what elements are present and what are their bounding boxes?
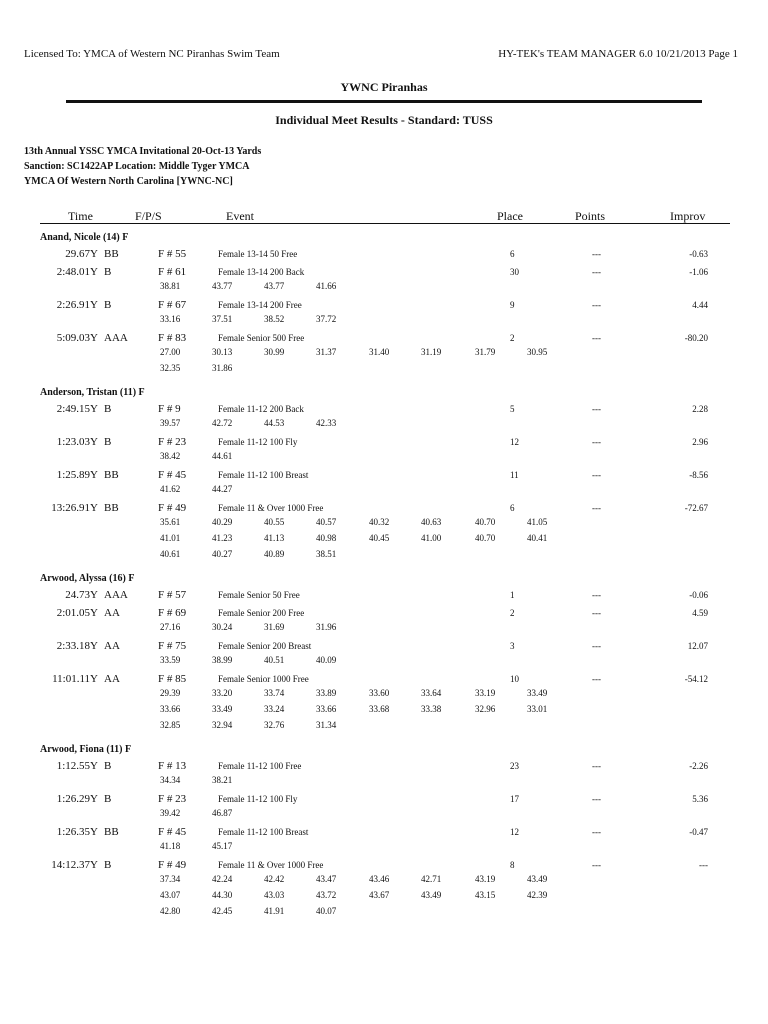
split-time: 40.09 <box>316 655 337 665</box>
swim-fps: F # 55 <box>158 248 187 260</box>
split-time: 42.72 <box>212 418 233 428</box>
split-time: 43.67 <box>369 890 390 900</box>
improvement: -54.12 <box>684 674 708 684</box>
split-time: 30.95 <box>527 347 548 357</box>
split-time: 31.69 <box>264 622 285 632</box>
split-time: 33.66 <box>160 704 181 714</box>
team-title: YWNC Piranhas <box>340 80 428 94</box>
time-standard: B <box>104 299 112 311</box>
split-time: 38.42 <box>160 451 181 461</box>
split-time: 31.34 <box>316 720 337 730</box>
split-time: 38.52 <box>264 314 285 324</box>
split-time: 43.72 <box>316 890 337 900</box>
time-standard: B <box>104 760 112 772</box>
split-time: 38.99 <box>212 655 233 665</box>
split-time: 27.00 <box>160 347 181 357</box>
split-time: 43.15 <box>475 890 496 900</box>
place: 23 <box>510 761 519 771</box>
split-time: 29.39 <box>160 688 181 698</box>
swim-fps: F # 45 <box>158 826 187 838</box>
split-time: 32.85 <box>160 720 181 730</box>
improvement: -72.67 <box>684 503 708 513</box>
split-time: 43.49 <box>527 874 548 884</box>
swim-fps: F # 13 <box>158 760 187 772</box>
split-time: 42.45 <box>212 906 233 916</box>
split-time: 41.66 <box>316 281 337 291</box>
improvement: -0.63 <box>689 249 708 259</box>
split-time: 43.46 <box>369 874 390 884</box>
swim-fps: F # 9 <box>158 403 181 415</box>
split-time: 40.41 <box>527 533 548 543</box>
split-time: 38.81 <box>160 281 181 291</box>
split-time: 33.49 <box>527 688 548 698</box>
meet-info-line1: 13th Annual YSSC YMCA Invitational 20-Oct-13 Yards <box>24 146 262 157</box>
swim-fps: F # 67 <box>158 299 187 311</box>
time-standard: B <box>104 793 112 805</box>
split-time: 32.76 <box>264 720 285 730</box>
swim-time: 29.67Y <box>65 248 98 260</box>
time-standard: BB <box>104 248 119 260</box>
improvement: 2.96 <box>692 437 708 447</box>
event-name: Female Senior 50 Free <box>218 590 300 600</box>
swim-time: 5:09.03Y <box>56 332 98 344</box>
time-standard: B <box>104 266 112 278</box>
place: 2 <box>510 608 515 618</box>
time-standard: BB <box>104 826 119 838</box>
swimmer-name: Arwood, Alyssa (16) F <box>40 573 135 584</box>
split-time: 41.13 <box>264 533 285 543</box>
improvement: -8.56 <box>689 470 708 480</box>
event-name: Female 11-12 100 Free <box>218 761 302 771</box>
split-time: 43.77 <box>212 281 233 291</box>
split-time: 43.47 <box>316 874 337 884</box>
split-time: 33.74 <box>264 688 285 698</box>
swim-time: 1:23.03Y <box>56 436 98 448</box>
split-time: 31.40 <box>369 347 390 357</box>
points: --- <box>592 608 601 618</box>
split-time: 33.20 <box>212 688 233 698</box>
split-time: 40.45 <box>369 533 390 543</box>
split-time: 44.30 <box>212 890 233 900</box>
split-time: 33.66 <box>316 704 337 714</box>
split-time: 43.03 <box>264 890 285 900</box>
split-time: 33.19 <box>475 688 496 698</box>
split-time: 40.63 <box>421 517 442 527</box>
time-standard: AAA <box>104 589 128 601</box>
improvement: 5.36 <box>692 794 708 804</box>
points: --- <box>592 300 601 310</box>
split-time: 43.19 <box>475 874 496 884</box>
split-time: 34.34 <box>160 775 181 785</box>
col-header-points: Points <box>575 209 606 223</box>
swim-fps: F # 75 <box>158 640 187 652</box>
split-time: 33.59 <box>160 655 181 665</box>
swim-time: 1:26.35Y <box>56 826 98 838</box>
license-text: Licensed To: YMCA of Western NC Piranhas Swim Team <box>24 48 280 60</box>
event-name: Female 11 & Over 1000 Free <box>218 503 324 513</box>
split-time: 40.98 <box>316 533 337 543</box>
swim-time: 2:48.01Y <box>56 266 98 278</box>
split-time: 40.70 <box>475 517 496 527</box>
split-time: 42.33 <box>316 418 337 428</box>
swim-fps: F # 49 <box>158 859 187 871</box>
time-standard: AA <box>104 640 120 652</box>
swim-time: 13:26.91Y <box>51 502 98 514</box>
place: 30 <box>510 267 519 277</box>
col-header-time: Time <box>68 209 93 223</box>
place: 6 <box>510 503 515 513</box>
split-time: 43.77 <box>264 281 285 291</box>
col-header-event: Event <box>226 209 254 223</box>
split-time: 46.87 <box>212 808 233 818</box>
split-time: 37.72 <box>316 314 337 324</box>
split-time: 41.00 <box>421 533 442 543</box>
swim-time: 1:12.55Y <box>56 760 98 772</box>
points: --- <box>592 860 601 870</box>
improvement: -80.20 <box>684 333 708 343</box>
swim-time: 2:49.15Y <box>56 403 98 415</box>
swim-time: 11:01.11Y <box>52 673 98 685</box>
col-header-place: Place <box>497 209 523 223</box>
improvement: 4.44 <box>692 300 708 310</box>
col-header-improv: Improv <box>670 209 706 223</box>
points: --- <box>592 267 601 277</box>
swim-fps: F # 45 <box>158 469 187 481</box>
points: --- <box>592 470 601 480</box>
swim-fps: F # 69 <box>158 607 187 619</box>
software-page-info: HY-TEK's TEAM MANAGER 6.0 10/21/2013 Page 1 <box>498 48 738 60</box>
split-time: 31.79 <box>475 347 496 357</box>
split-time: 40.89 <box>264 549 285 559</box>
place: 3 <box>510 641 515 651</box>
split-time: 41.05 <box>527 517 548 527</box>
time-standard: B <box>104 859 112 871</box>
points: --- <box>592 794 601 804</box>
time-standard: BB <box>104 502 119 514</box>
swim-time: 1:25.89Y <box>56 469 98 481</box>
event-name: Female 11-12 100 Fly <box>218 437 298 447</box>
split-time: 39.42 <box>160 808 181 818</box>
time-standard: AA <box>104 607 120 619</box>
points: --- <box>592 503 601 513</box>
swim-time: 2:26.91Y <box>56 299 98 311</box>
improvement: --- <box>699 860 708 870</box>
split-time: 44.53 <box>264 418 285 428</box>
improvement: -0.06 <box>689 590 708 600</box>
points: --- <box>592 590 601 600</box>
swim-time: 14:12.37Y <box>51 859 98 871</box>
split-time: 31.96 <box>316 622 337 632</box>
split-time: 45.17 <box>212 841 233 851</box>
split-time: 33.49 <box>212 704 233 714</box>
split-time: 30.99 <box>264 347 285 357</box>
event-name: Female 11-12 100 Breast <box>218 470 309 480</box>
event-name: Female 11-12 200 Back <box>218 404 304 414</box>
split-time: 32.94 <box>212 720 233 730</box>
points: --- <box>592 827 601 837</box>
split-time: 33.64 <box>421 688 442 698</box>
swimmer-name: Arwood, Fiona (11) F <box>40 744 132 755</box>
points: --- <box>592 641 601 651</box>
place: 11 <box>510 470 519 480</box>
improvement: -1.06 <box>689 267 708 277</box>
split-time: 42.39 <box>527 890 548 900</box>
swim-fps: F # 83 <box>158 332 187 344</box>
split-time: 30.24 <box>212 622 233 632</box>
report-title: Individual Meet Results - Standard: TUSS <box>275 113 493 127</box>
split-time: 39.57 <box>160 418 181 428</box>
event-name: Female Senior 500 Free <box>218 333 305 343</box>
col-header-fps: F/P/S <box>135 209 162 223</box>
event-name: Female Senior 1000 Free <box>218 674 309 684</box>
split-time: 30.13 <box>212 347 233 357</box>
meet-info-line3: YMCA Of Western North Carolina [YWNC-NC] <box>24 176 233 187</box>
split-time: 40.32 <box>369 517 390 527</box>
place: 6 <box>510 249 515 259</box>
split-time: 44.27 <box>212 484 233 494</box>
swim-fps: F # 61 <box>158 266 187 278</box>
split-time: 38.21 <box>212 775 233 785</box>
split-time: 38.51 <box>316 549 337 559</box>
split-time: 40.07 <box>316 906 337 916</box>
split-time: 44.61 <box>212 451 233 461</box>
split-time: 41.62 <box>160 484 181 494</box>
points: --- <box>592 674 601 684</box>
split-time: 42.24 <box>212 874 233 884</box>
time-standard: B <box>104 436 112 448</box>
points: --- <box>592 333 601 343</box>
swim-time: 2:33.18Y <box>56 640 98 652</box>
split-time: 37.51 <box>212 314 233 324</box>
split-time: 40.70 <box>475 533 496 543</box>
swim-fps: F # 49 <box>158 502 187 514</box>
split-time: 42.71 <box>421 874 442 884</box>
place: 12 <box>510 827 519 837</box>
split-time: 31.19 <box>421 347 442 357</box>
split-time: 43.49 <box>421 890 442 900</box>
place: 17 <box>510 794 519 804</box>
split-time: 41.23 <box>212 533 233 543</box>
event-name: Female 13-14 200 Back <box>218 267 305 277</box>
improvement: -0.47 <box>689 827 708 837</box>
split-time: 33.89 <box>316 688 337 698</box>
event-name: Female 13-14 200 Free <box>218 300 302 310</box>
swim-fps: F # 23 <box>158 436 187 448</box>
split-time: 37.34 <box>160 874 181 884</box>
split-time: 33.24 <box>264 704 285 714</box>
split-time: 40.57 <box>316 517 337 527</box>
place: 5 <box>510 404 515 414</box>
points: --- <box>592 404 601 414</box>
split-time: 33.01 <box>527 704 548 714</box>
meet-info-line2: Sanction: SC1422AP Location: Middle Tyger YMCA <box>24 161 250 172</box>
split-time: 32.35 <box>160 363 181 373</box>
place: 12 <box>510 437 519 447</box>
improvement: -2.26 <box>689 761 708 771</box>
swim-time: 2:01.05Y <box>56 607 98 619</box>
event-name: Female Senior 200 Breast <box>218 641 312 651</box>
swimmer-name: Anand, Nicole (14) F <box>40 232 129 243</box>
split-time: 42.80 <box>160 906 181 916</box>
swimmer-name: Anderson, Tristan (11) F <box>40 387 145 398</box>
swim-fps: F # 57 <box>158 589 187 601</box>
place: 8 <box>510 860 515 870</box>
swim-time: 1:26.29Y <box>56 793 98 805</box>
swim-fps: F # 85 <box>158 673 187 685</box>
place: 2 <box>510 333 515 343</box>
split-time: 41.01 <box>160 533 181 543</box>
event-name: Female 11-12 100 Fly <box>218 794 298 804</box>
split-time: 31.37 <box>316 347 337 357</box>
split-time: 31.86 <box>212 363 233 373</box>
event-name: Female Senior 200 Free <box>218 608 305 618</box>
swim-time: 24.73Y <box>65 589 98 601</box>
split-time: 43.07 <box>160 890 181 900</box>
split-time: 32.96 <box>475 704 496 714</box>
place: 10 <box>510 674 519 684</box>
split-time: 33.38 <box>421 704 442 714</box>
split-time: 42.42 <box>264 874 285 884</box>
split-time: 40.61 <box>160 549 181 559</box>
split-time: 33.60 <box>369 688 390 698</box>
place: 1 <box>510 590 515 600</box>
event-name: Female 11 & Over 1000 Free <box>218 860 324 870</box>
split-time: 41.91 <box>264 906 285 916</box>
split-time: 40.51 <box>264 655 285 665</box>
time-standard: AAA <box>104 332 128 344</box>
time-standard: B <box>104 403 112 415</box>
split-time: 33.68 <box>369 704 390 714</box>
event-name: Female 11-12 100 Breast <box>218 827 309 837</box>
improvement: 4.59 <box>692 608 708 618</box>
split-time: 41.18 <box>160 841 181 851</box>
split-time: 40.29 <box>212 517 233 527</box>
points: --- <box>592 249 601 259</box>
swim-fps: F # 23 <box>158 793 187 805</box>
split-time: 40.55 <box>264 517 285 527</box>
place: 9 <box>510 300 515 310</box>
split-time: 33.16 <box>160 314 181 324</box>
improvement: 2.28 <box>692 404 708 414</box>
points: --- <box>592 761 601 771</box>
split-time: 40.27 <box>212 549 233 559</box>
improvement: 12.07 <box>687 641 708 651</box>
time-standard: AA <box>104 673 120 685</box>
time-standard: BB <box>104 469 119 481</box>
event-name: Female 13-14 50 Free <box>218 249 298 259</box>
points: --- <box>592 437 601 447</box>
split-time: 35.61 <box>160 517 181 527</box>
split-time: 27.16 <box>160 622 181 632</box>
